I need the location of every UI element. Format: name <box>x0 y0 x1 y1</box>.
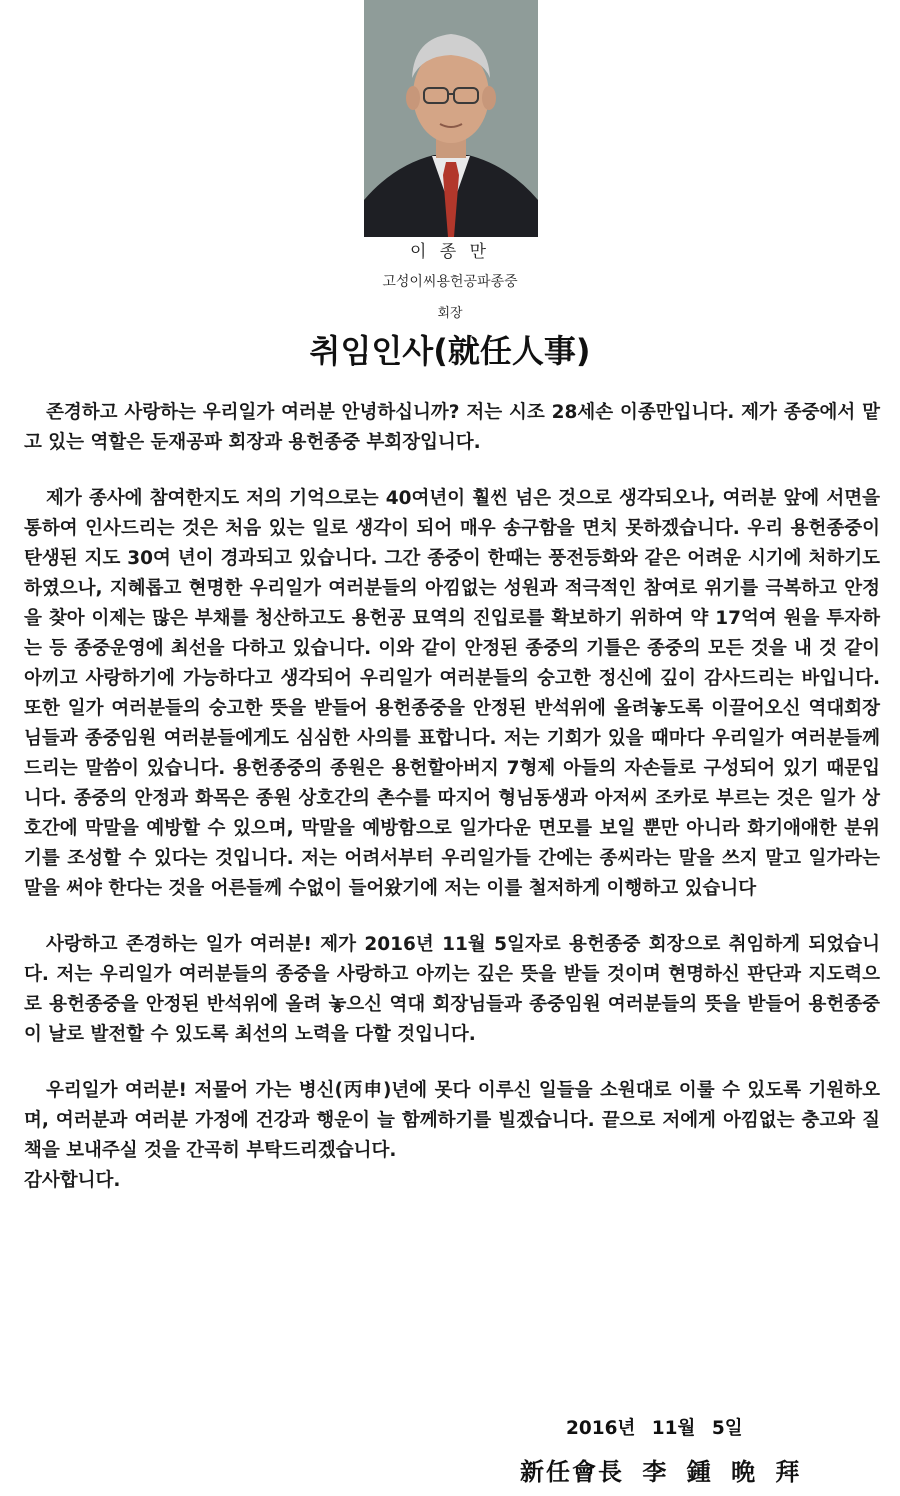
paragraph-1: 존경하고 사랑하는 우리일가 여러분 안녕하십니까? 저는 시조 28세손 이종만입니다. 제가 종중에서 맡고 있는 역할은 둔재공파 회장과 용헌종중 부회장입니다. <box>24 402 880 453</box>
signature-date: 2016년 11월 5일 <box>566 1418 743 1439</box>
paragraph-3: 사랑하고 존경하는 일가 여러분! 제가 2016년 11월 5일자로 용헌종중 회장으로 취임하게 되었습니다. 저는 우리일가 여러분들의 종중을 사랑하고 아끼는 깊은 뜻을 받들 것이며 현명하신 판단과 지도력으로 용헌종중을 안정된 반석위에 올려 놓으신 역대 회장님들과 종중임원 여러분들의 뜻을 받들어 용헌종중이 날로 발전할 수 있도록 최선의 노력을 다할 것입니다. <box>24 934 881 1045</box>
closing-text: 감사합니다. <box>24 1170 121 1191</box>
paragraph-4-text: 우리일가 여러분! 저물어 가는 병신(丙申)년에 못다 이루신 일들을 소원대로 이룰 수 있도록 기원하오며, 여러분과 여러분 가정에 건강과 행운이 늘 함께하기를 빌겠습니다. 끝으로 저에게 아낌없는 충고와 질책을 보내주실 것을 간곡히 부탁드리겠습니다. <box>24 1080 880 1161</box>
paragraph-4 <box>24 1076 880 1196</box>
profile-role: 회장 <box>437 306 463 321</box>
page-title: 취임인사(就任人事) <box>309 332 591 370</box>
profile-name: 이 종 만 <box>409 242 491 262</box>
letter-body <box>24 398 880 1196</box>
paragraph-2: 제가 종사에 참여한지도 저의 기억으로는 40여년이 훨씬 넘은 것으로 생각되오나, 여러분 앞에 서면을 통하여 인사드리는 것은 처음 있는 일로 생각이 되어 매우 송구함을 면치 못하겠습니다. 우리 용헌종중이 탄생된 지도 30여 년이 경과되고 있습니다. 그간 종중이 한때는 풍전등화와 같은 어려운 시기에 처하기도 하였으나, 지혜롭고 현명한 우리일가 여러분들의 아낌없는 성원과 적극적인 참여로 위기를 극복하고 안정을 찾아 이제는 많은 부채를 청산하고도 용헌공 묘역의 진입로를 확보하기 위하여 약 17억여 원을 투자하는 등 종중운영에 최선을 다하고 있습니다. 이와 같이 안정된 종중의 기틀은 종중의 모든 것을 내 것 같이 아끼고 사랑하기에 가능하다고 생각되어 우리일가 여러분들의 숭고한 정신에 깊이 감사드리는 바입니다. 또한 일가 여러분들의 숭고한 뜻을 받들어 용헌종중을 안정된 반석위에 올려놓도록 이끌어오신 역대회장님들과 종중임원 여러분들에게도 심심한 사의를 표합니다. 저는 기회가 있을 때마다 우리일가 여러분들께 드리는 말씀이 있습니다. 용헌종중의 종원은 용헌할아버지 7형제 아들의 자손들로 구성되어 있기 때문입니다. 종중의 안정과 화목은 종원 상호간의 촌수를 따지어 형님동생과 아저씨 조카로 부르는 것은 일가 상호간에 막말을 예방할 수 있으며, 막말을 예방함으로 일가다운 면모를 보일 뿐만 아니라 화기애애한 분위기를 조성할 수 있다는 것입니다. 저는 어려서부터 우리일가들 간에는 종씨라는 말을 쓰지 말고 일가라는 말을 써야 한다는 것을 어른들께 수없이 들어왔기에 저는 이를 철저하게 이행하고 있습니다 <box>24 488 880 899</box>
portrait-image <box>364 0 538 237</box>
profile-organization: 고성이씨용헌공파종중 <box>382 274 518 290</box>
portrait-photo <box>364 0 538 237</box>
signature-name: 新任會長 李 鍾 晩 拜 <box>520 1457 802 1486</box>
